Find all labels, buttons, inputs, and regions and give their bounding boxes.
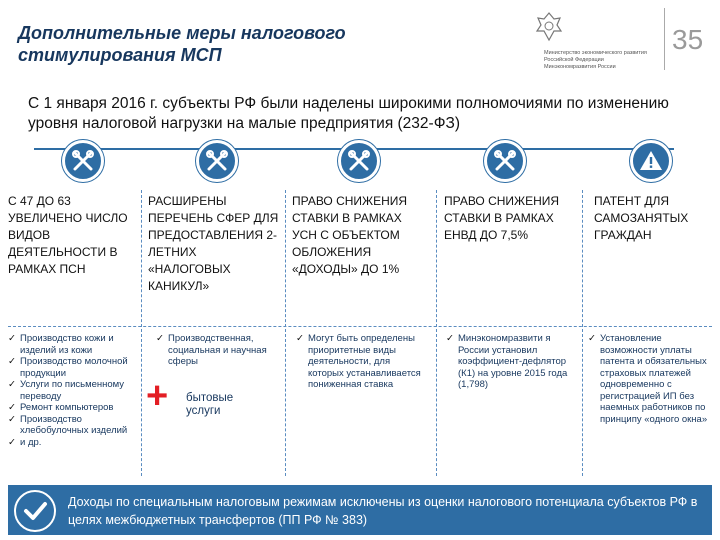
list-item: ✓ Услуги по письменному переводу bbox=[8, 379, 136, 402]
check-icon bbox=[14, 490, 56, 532]
column-heading-holidays: РАСШИРЕНЫ ПЕРЕЧЕНЬ СФЕР ДЛЯ ПРЕДОСТАВЛЕНИЯ 2-ЛЕТНИХ «НАЛОГОВЫХ КАНИКУЛ» bbox=[148, 194, 279, 293]
wrench-icon bbox=[338, 140, 380, 182]
column-heading-usn: ПРАВО СНИЖЕНИЯ СТАВКИ В РАМКАХ УСН С ОБЪЕКТОМ ОБЛОЖЕНИЯ «ДОХОДЫ» ДО 1% bbox=[292, 194, 408, 276]
column-divider bbox=[436, 190, 437, 476]
column-list-patent bbox=[588, 333, 710, 425]
column-divider bbox=[285, 190, 286, 476]
list-item: ✓ Производство кожи и изделий из кожи bbox=[8, 333, 136, 356]
section-divider bbox=[8, 326, 712, 327]
ministry-short-name: Минэкономразвития России bbox=[544, 64, 616, 70]
list-item: ✓ Производство молочной продукции bbox=[8, 356, 136, 379]
plus-icon: + bbox=[146, 375, 169, 417]
wrench-icon bbox=[62, 140, 104, 182]
list-item: ✓ Ремонт компьютеров bbox=[8, 402, 136, 414]
column-list-psn bbox=[8, 333, 136, 448]
list-item: ✓ Производственная, социальная и научная сферы bbox=[156, 333, 274, 368]
header-divider bbox=[664, 8, 665, 70]
emblem-icon bbox=[532, 10, 566, 44]
warning-icon bbox=[630, 140, 672, 182]
wrench-icon bbox=[196, 140, 238, 182]
list-item: ✓ Производство хлебобулочных изделий bbox=[8, 414, 136, 437]
column-list-usn bbox=[296, 333, 428, 391]
column-divider bbox=[582, 190, 583, 476]
lead-text: С 1 января 2016 г. субъекты РФ были наделены широкими полномочиями по изменению уровня налоговой нагрузки на малые предприятия (232-ФЗ) bbox=[28, 95, 669, 132]
list-item: ✓ Минэкономразвити я России установил коэффициент-дефлятор (К1) на уровне 2015 года (1,798) bbox=[446, 333, 576, 391]
plus-text: бытовые услуги bbox=[186, 392, 234, 417]
column-list-holidays bbox=[156, 333, 274, 368]
ministry-logo bbox=[532, 10, 652, 72]
column-heading-patent: ПАТЕНТ ДЛЯ САМОЗАНЯТЫХ ГРАЖДАН bbox=[594, 194, 689, 242]
list-item: ✓ Установление возможности уплаты патента и обязательных страховых платежей одновременно с регистрацией ИП без наемных работников по принципу «одного окна» bbox=[588, 333, 710, 425]
list-item: ✓ Могут быть определены приоритетные виды деятельности, для которых устанавливается пониженная ставка bbox=[296, 333, 428, 391]
footer-text: Доходы по специальным налоговым режимам исключены из оценки налогового потенциала субъектов РФ в целях межбюджетных трансфертов (ПП РФ № 383) bbox=[68, 495, 698, 527]
page-number: 35 bbox=[672, 24, 704, 55]
column-list-envd bbox=[446, 333, 576, 391]
column-heading-psn: С 47 ДО 63 УВЕЛИЧЕНО ЧИСЛО ВИДОВ ДЕЯТЕЛЬНОСТИ В РАМКАХ ПСН bbox=[8, 194, 128, 276]
column-divider bbox=[141, 190, 142, 476]
column-heading-envd: ПРАВО СНИЖЕНИЯ СТАВКИ В РАМКАХ ЕНВД ДО 7,5% bbox=[444, 194, 560, 242]
page-title: Дополнительные меры налогового стимулирования МСП bbox=[18, 23, 346, 65]
wrench-icon bbox=[484, 140, 526, 182]
ministry-name: Министерство экономического развития Российской Федерации bbox=[544, 50, 647, 63]
list-item: ✓ и др. bbox=[8, 437, 136, 449]
